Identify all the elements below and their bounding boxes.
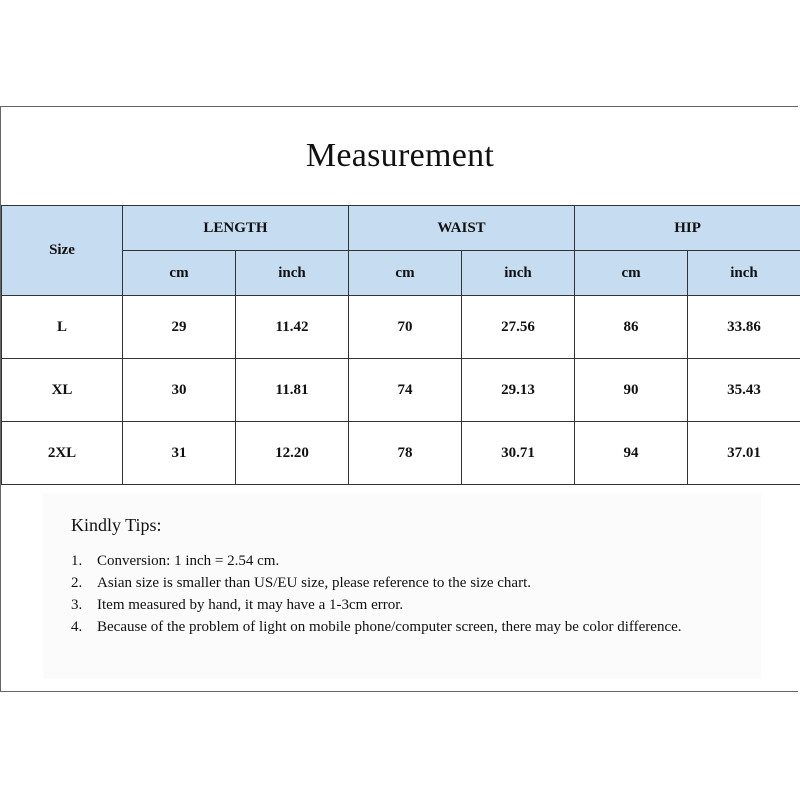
unit-header: cm — [575, 251, 688, 296]
table-header-row — [2, 206, 800, 251]
table-cell: 29.13 — [462, 359, 575, 422]
table-cell: 11.42 — [236, 296, 349, 359]
tips-list — [71, 550, 733, 638]
list-item — [71, 550, 733, 572]
table-row — [2, 296, 800, 359]
table-cell: 27.56 — [462, 296, 575, 359]
tips-box — [43, 493, 761, 679]
unit-header: cm — [123, 251, 236, 296]
tip-text: Item measured by hand, it may have a 1-3cm error. — [97, 597, 404, 613]
table-cell: 94 — [575, 422, 688, 485]
unit-header: inch — [462, 251, 575, 296]
table-cell: 70 — [349, 296, 462, 359]
table-cell: 12.20 — [236, 422, 349, 485]
table-row — [2, 422, 800, 485]
length-group-header: LENGTH — [123, 206, 349, 251]
list-item — [71, 572, 733, 594]
table-cell: 29 — [123, 296, 236, 359]
table-cell: 30 — [123, 359, 236, 422]
size-cell: XL — [2, 359, 123, 422]
table-cell: 78 — [349, 422, 462, 485]
tip-text: Because of the problem of light on mobile phone/computer screen, there may be color difference. — [97, 619, 682, 635]
table-row — [2, 359, 800, 422]
table-cell: 86 — [575, 296, 688, 359]
hip-group-header: HIP — [575, 206, 800, 251]
page-title: Measurement — [305, 137, 495, 174]
tips-title: Kindly Tips: — [71, 515, 162, 535]
size-column-header: Size — [2, 206, 123, 296]
table-cell: 74 — [349, 359, 462, 422]
table-cell: 11.81 — [236, 359, 349, 422]
waist-group-header: WAIST — [349, 206, 575, 251]
table-cell: 33.86 — [688, 296, 800, 359]
tip-number: 4. — [71, 619, 83, 635]
size-cell: L — [2, 296, 123, 359]
table-cell: 30.71 — [462, 422, 575, 485]
tip-number: 3. — [71, 597, 83, 613]
list-item — [71, 594, 733, 616]
table-cell: 35.43 — [688, 359, 800, 422]
unit-header: inch — [236, 251, 349, 296]
size-chart-table — [1, 205, 800, 485]
measurement-card — [0, 106, 798, 692]
unit-header: cm — [349, 251, 462, 296]
table-cell: 90 — [575, 359, 688, 422]
list-item — [71, 616, 733, 638]
tip-text: Asian size is smaller than US/EU size, please reference to the size chart. — [97, 575, 531, 591]
unit-header: inch — [688, 251, 800, 296]
table-cell: 37.01 — [688, 422, 800, 485]
table-cell: 31 — [123, 422, 236, 485]
tip-text: Conversion: 1 inch = 2.54 cm. — [97, 553, 280, 569]
size-cell: 2XL — [2, 422, 123, 485]
tip-number: 2. — [71, 575, 83, 591]
tip-number: 1. — [71, 553, 83, 569]
